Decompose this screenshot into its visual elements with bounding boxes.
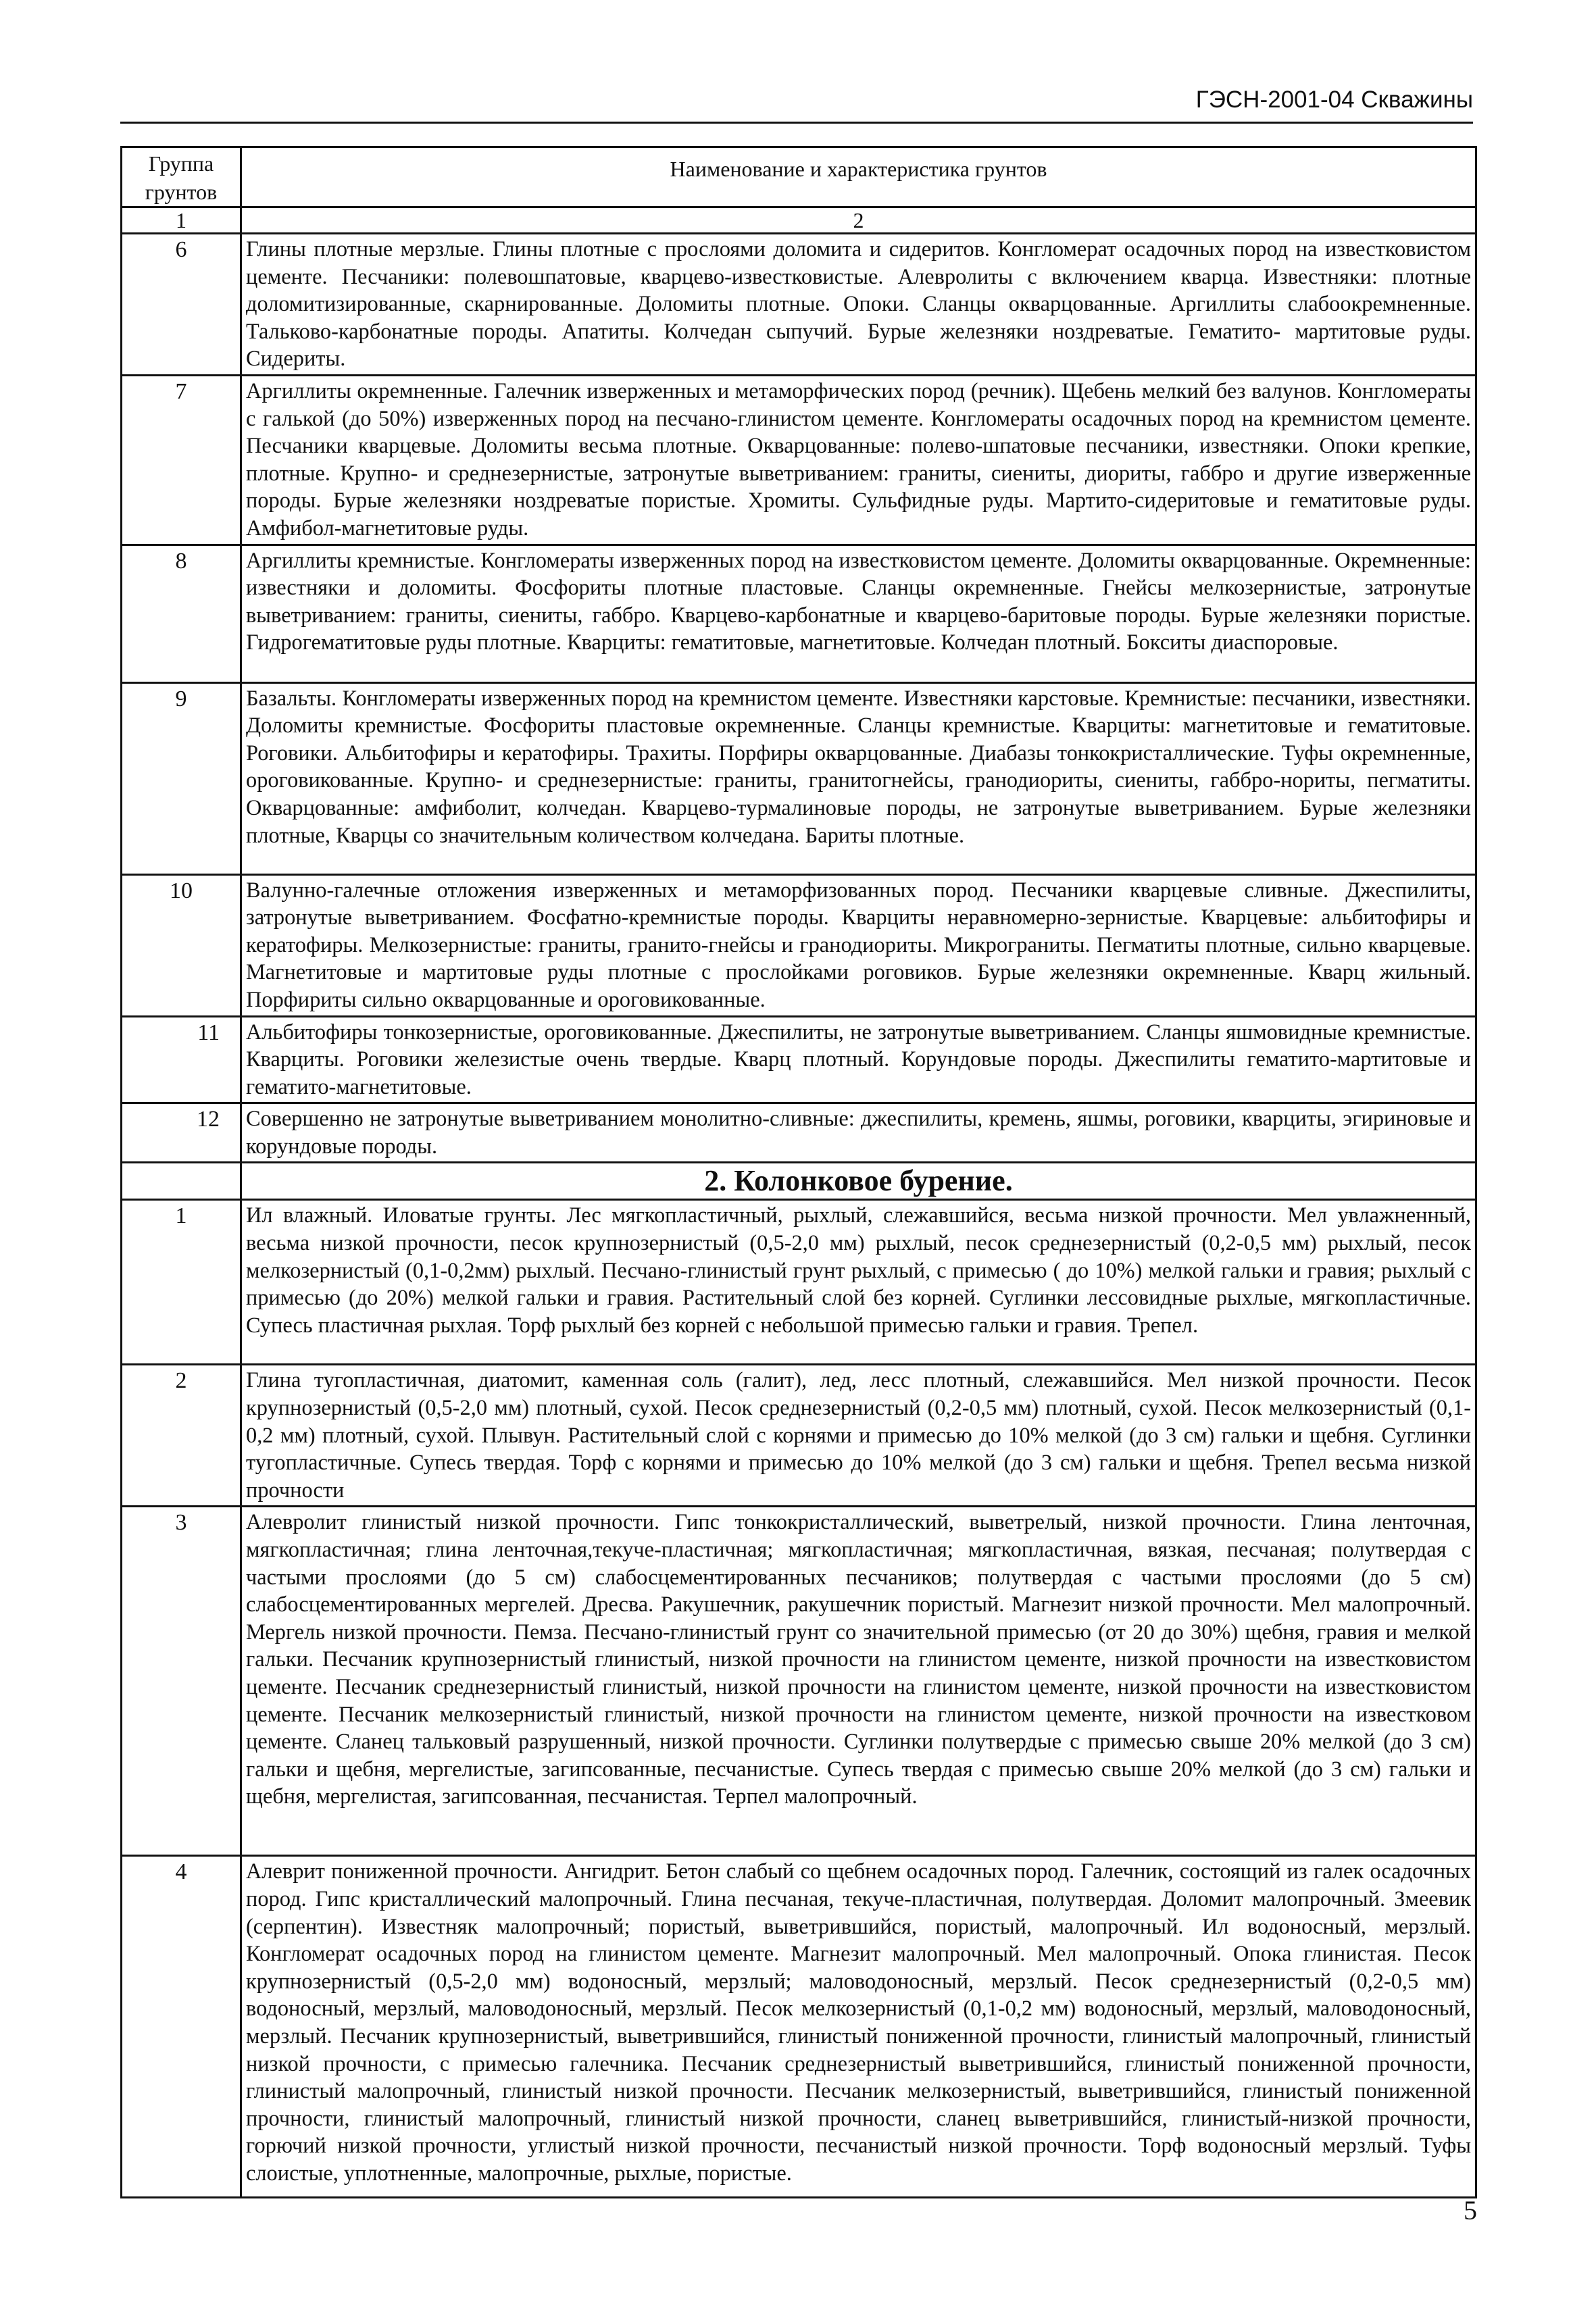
- group-description: Аргиллиты кремнистые. Конгломераты изверженных пород на известковистом цементе. Доломиты окварцованные. Окремненные: известняки и доломиты. Фосфориты плотные пластовые. Сланцы окремненные. Гнейсы мелкозернистые, затронутые выветриванием: граниты, сиениты, габбро. Кварцево-карбонатные и кварцево-баритовые породы. Бурые железняки пористые. Гидрогематитовые руды плотные. Кварциты: гематитовые, магнетитовые. Колчедан плотный. Бокситы диаспоровые.: [241, 545, 1476, 682]
- table-row: [122, 1103, 1476, 1163]
- table-row: [122, 375, 1476, 545]
- group-number: 4: [122, 1856, 241, 2198]
- group-description: Алевролит глинистый низкой прочности. Гипс тонкокристаллический, выветрелый, низкой прочности. Глина ленточная, мягкопластичная; глина ленточная,текуче-пластичная; мягкопластичная; мягкопластичная, вязкая, песчаная; полутвердая с частыми прослоями (до 5 см) слабосцементированных песчаников; полутвердая с частыми прослоями (до 5 см) слабосцементированных мергелей. Дресва. Ракушечник, ракушечник пористый. Магнезит низкой прочности. Мел малопрочный. Мергель низкой прочности. Пемза. Песчано-глинистый грунт со значительной примесью (от 20 до 30%) щебня, гравия и мелкой гальки. Песчаник крупнозернистый глинистый, низкой прочности на глинистом цементе, низкой прочности на известковистом цементе. Песчаник среднезернистый глинистый, низкой прочности на глинистом цементе, низкой прочности на известковистом цементе. Песчаник мелкозернистый глинистый, низкой прочности на глинистом цементе, низкой прочности на известковом цементе. Сланец тальковый разрушенный, низкой прочности. Суглинки полутвердые с примесью свыше 20% мелкой (до 3 см) гальки и щебня, мергелистые, загипсованные, песчанистые. Супесь твердая с примесью свыше 20% мелкой (до 3 см) гальки и щебня, мергелистая, загипсованная, песчанистая. Терпел малопрочный.: [241, 1507, 1476, 1856]
- document-header: ГЭСН-2001-04 Скважины: [1195, 86, 1473, 113]
- page-number: 5: [1464, 2195, 1477, 2225]
- group-description: Валунно-галечные отложения изверженных и метаморфизованных пород. Песчаники кварцевые сливные. Джеспилиты, затронутые выветриванием. Фосфатно-кремнистые породы. Кварциты неравномерно-зернистые. Кварцевые: альбитофиры и кератофиры. Мелкозернистые: граниты, гранито-гнейсы и гранодиориты. Микрограниты. Пегматиты плотные, сильно кварцевые. Магнетитовые и мартитовые руды плотные с прослойками роговиков. Бурые железняки окремненные. Кварц жильный. Порфириты сильно окварцованные и ороговикованные.: [241, 874, 1476, 1016]
- table-row: [122, 234, 1476, 376]
- soil-groups-table: [120, 146, 1477, 2198]
- table-row: [122, 1200, 1476, 1365]
- group-number: 7: [122, 375, 241, 545]
- column-number-2: 2: [241, 207, 1476, 234]
- group-description: Базальты. Конгломераты изверженных пород на кремнистом цементе. Известняки карстовые. Кремнистые: песчаники, известняки. Доломиты кремнистые. Фосфориты пластовые окремненные. Сланцы кремнистые. Кварциты: магнетитовые и гематитовые. Роговики. Альбитофиры и кератофиры. Трахиты. Порфиры окварцованные. Диабазы тонкокристаллические. Туфы окремненные, ороговикованные. Крупно- и среднезернистые: граниты, гранитогнейсы, гранодиориты, сиениты, габбро-нориты, пегматиты. Окварцованные: амфиболит, колчедан. Кварцево-турмалиновые породы, не затронутые выветриванием. Бурые железняки плотные, Кварцы со значительным количеством колчедана. Бариты плотные.: [241, 682, 1476, 874]
- table-row: [122, 1365, 1476, 1507]
- group-number: 9: [122, 682, 241, 874]
- group-description: Совершенно не затронутые выветриванием монолитно-сливные: джеспилиты, кремень, яшмы, роговики, кварциты, эгириновые и корундовые породы.: [241, 1103, 1476, 1163]
- group-number: 12: [122, 1103, 241, 1163]
- section-title: 2. Колонковое бурение.: [241, 1163, 1476, 1200]
- group-description: Аргиллиты окремненные. Галечник изверженных и метаморфических пород (речник). Щебень мелкий без валунов. Конгломераты с галькой (до 50%) изверженных пород на песчано-глинистом цементе. Конгломераты осадочных пород на кремнистом цементе. Песчаники кварцевые. Доломиты весьма плотные. Окварцованные: полево-шпатовые песчаники, известняки. Опоки крепкие, плотные. Крупно- и среднезернистые, затронутые выветриванием: граниты, сиениты, диориты, габбро и другие изверженные породы. Бурые железняки ноздреватые пористые. Хромиты. Сульфидные руды. Мартито-сидеритовые и гематитовые руды. Амфибол-магнетитовые руды.: [241, 375, 1476, 545]
- column-numbers-row: [122, 207, 1476, 234]
- table-row: [122, 1856, 1476, 2198]
- column-header-name: Наименование и характеристика грунтов: [241, 147, 1476, 207]
- group-number: 2: [122, 1365, 241, 1507]
- table-row: [122, 682, 1476, 874]
- group-number: 8: [122, 545, 241, 682]
- column-number-1: 1: [122, 207, 241, 234]
- group-description: Ил влажный. Иловатые грунты. Лес мягкопластичный, рыхлый, слежавшийся, весьма низкой прочности. Мел увлажненный, весьма низкой прочности, песок крупнозернистый (0,5-2,0 мм) рыхлый, песок среднезернистый (0,2-0,5 мм) рыхлый, песок мелкозернистый (0,1-0,2мм) рыхлый. Песчано-глинистый грунт рыхлый, с примесью ( до 10%) мелкой гальки и гравия; рыхлый с примесью (до 20%) мелкой гальки и гравия. Растительный слой без корней. Суглинки лессовидные рыхлые, мягкопластичные. Супесь пластичная рыхлая. Торф рыхлый без корней с небольшой примесью гальки и гравия. Трепел.: [241, 1200, 1476, 1365]
- group-number: 11: [122, 1016, 241, 1103]
- column-header-group: Группа грунтов: [122, 147, 241, 207]
- group-description: Альбитофиры тонкозернистые, ороговикованные. Джеспилиты, не затронутые выветриванием. Сланцы яшмовидные кремнистые. Кварциты. Роговики железистые очень твердые. Кварц плотный. Корундовые породы. Джеспилиты гематито-мартитовые и гематито-магнетитовые.: [241, 1016, 1476, 1103]
- table-row: [122, 1016, 1476, 1103]
- group-description: Алеврит пониженной прочности. Ангидрит. Бетон слабый со щебнем осадочных пород. Галечник, состоящий из галек осадочных пород. Гипс кристаллический малопрочный. Глина песчаная, текуче-пластичная, полутвердая. Доломит малопрочный. Змеевик (серпентин). Известняк малопрочный; пористый, выветрившийся, пористый, малопрочный. Ил водоносный, мерзлый. Конгломерат осадочных пород на глинистом цементе. Магнезит малопрочный. Мел малопрочный. Опока глинистая. Песок крупнозернистый (0,5-2,0 мм) водоносный, мерзлый; маловодоносный, мерзлый. Песок среднезернистый (0,2-0,5 мм) водоносный, мерзлый, маловодоносный, мерзлый. Песок мелкозернистый (0,1-0,2 мм) водоносный, мерзлый, маловодоносный, мерзлый. Песчаник крупнозернистый, выветрившийся, глинистый пониженной прочности, глинистый малопрочный, глинистый низкой прочности, с примесью галечника. Песчаник среднезернистый выветрившийся, глинистый пониженной прочности, глинистый малопрочный, глинистый низкой прочности. Песчаник мелкозернистый, выветрившийся, глинистый пониженной прочности, глинистый малопрочный, глинистый низкой прочности, сланец выветрившийся, глинистый-низкой прочности, горючий низкой прочности, углистый низкой прочности, песчанистый низкой прочности. Торф водоносный мерзлый. Туфы слоистые, уплотненные, малопрочные, рыхлые, пористые.: [241, 1856, 1476, 2198]
- group-description: Глины плотные мерзлые. Глины плотные с прослоями доломита и сидеритов. Конгломерат осадочных пород на известковистом цементе. Песчаники: полевошпатовые, кварцево-известковистые. Алевролиты с включением кварца. Известняки: плотные доломитизированные, скарнированные. Доломиты плотные. Опоки. Сланцы окварцованные. Аргиллиты слабоокремненные. Тальково-карбонатные породы. Апатиты. Колчедан сыпучий. Бурые железняки ноздреватые. Гематито- мартитовые руды. Сидериты.: [241, 234, 1476, 376]
- group-number: 6: [122, 234, 241, 376]
- group-description: Глина тугопластичная, диатомит, каменная соль (галит), лед, лесс плотный, слежавшийся. Мел низкой прочности. Песок крупнозернистый (0,5-2,0 мм) плотный, сухой. Песок среднезернистый (0,2-0,5 мм) плотный, сухой. Песок мелкозернистый (0,1-0,2 мм) плотный, сухой. Плывун. Растительный слой с корнями и примесью до 10% мелкой (до 3 см) гальки и щебня. Суглинки тугопластичные. Супесь твердая. Торф с корнями и примесью до 10% мелкой (до 3 см) гальки и щебня. Трепел весьма низкой прочности: [241, 1365, 1476, 1507]
- table-row: [122, 1507, 1476, 1856]
- group-number: 1: [122, 1200, 241, 1365]
- table-header-row: [122, 147, 1476, 207]
- table-row: [122, 545, 1476, 682]
- group-number: 10: [122, 874, 241, 1016]
- header-rule: [120, 122, 1473, 124]
- table-row: [122, 874, 1476, 1016]
- section-heading-row: [122, 1163, 1476, 1200]
- section-heading-spacer: [122, 1163, 241, 1200]
- group-number: 3: [122, 1507, 241, 1856]
